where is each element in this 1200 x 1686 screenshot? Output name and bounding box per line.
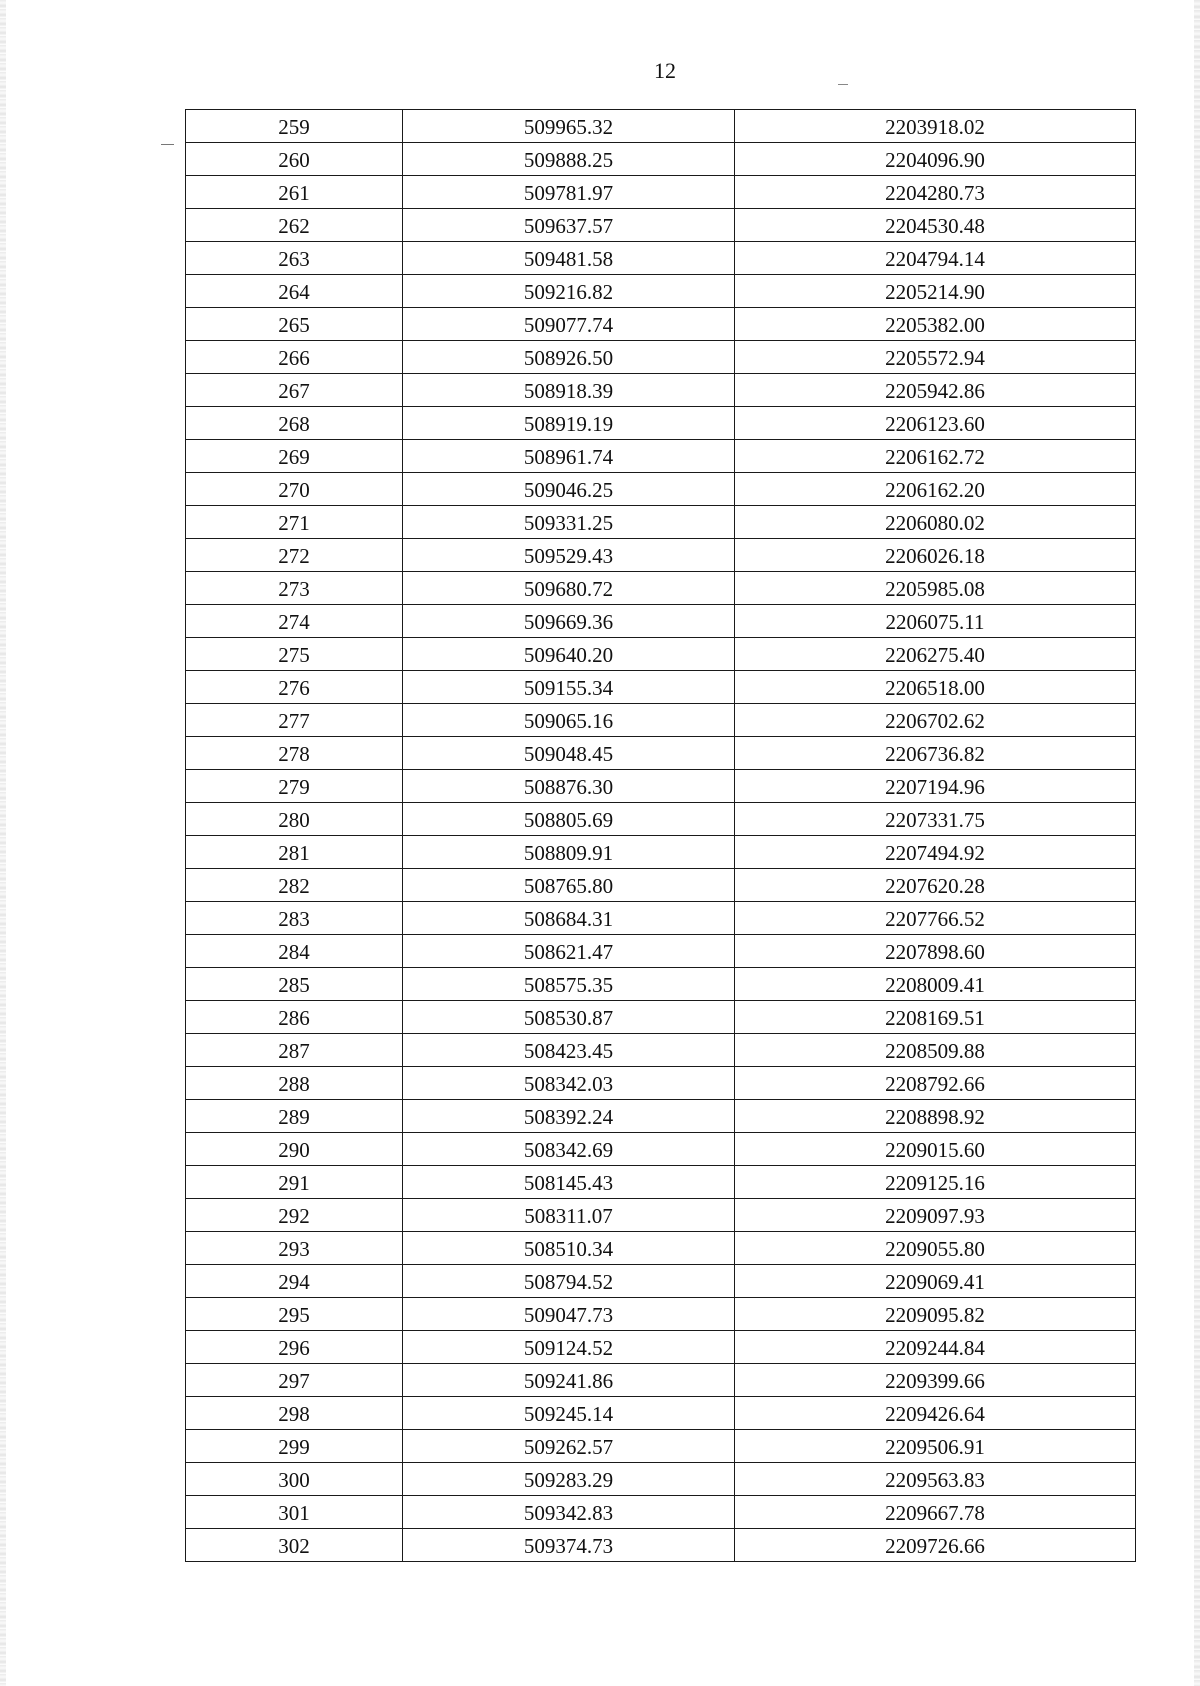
table-row — [186, 209, 1136, 242]
y-coordinate-cell: 2209244.84 — [735, 1331, 1136, 1364]
y-coordinate-cell: 2209095.82 — [735, 1298, 1136, 1331]
x-coordinate-cell: 509965.32 — [403, 110, 735, 143]
point-number-cell: 271 — [186, 506, 403, 539]
scan-artifact-mark — [161, 144, 174, 145]
coordinate-table-body — [186, 110, 1136, 1562]
x-coordinate-cell: 508919.19 — [403, 407, 735, 440]
x-coordinate-cell: 508809.91 — [403, 836, 735, 869]
point-number-cell: 288 — [186, 1067, 403, 1100]
x-coordinate-cell: 509077.74 — [403, 308, 735, 341]
point-number-cell: 292 — [186, 1199, 403, 1232]
point-number-cell: 263 — [186, 242, 403, 275]
point-number-cell: 282 — [186, 869, 403, 902]
y-coordinate-cell: 2209506.91 — [735, 1430, 1136, 1463]
point-number-cell: 272 — [186, 539, 403, 572]
y-coordinate-cell: 2209667.78 — [735, 1496, 1136, 1529]
point-number-cell: 278 — [186, 737, 403, 770]
point-number-cell: 298 — [186, 1397, 403, 1430]
table-row — [186, 1298, 1136, 1331]
point-number-cell: 296 — [186, 1331, 403, 1364]
table-row — [186, 110, 1136, 143]
x-coordinate-cell: 509888.25 — [403, 143, 735, 176]
table-row — [186, 1331, 1136, 1364]
table-row — [186, 1166, 1136, 1199]
y-coordinate-cell: 2206026.18 — [735, 539, 1136, 572]
y-coordinate-cell: 2207194.96 — [735, 770, 1136, 803]
point-number-cell: 270 — [186, 473, 403, 506]
y-coordinate-cell: 2209726.66 — [735, 1529, 1136, 1562]
table-row — [186, 968, 1136, 1001]
x-coordinate-cell: 508765.80 — [403, 869, 735, 902]
x-coordinate-cell: 509640.20 — [403, 638, 735, 671]
table-row — [186, 1430, 1136, 1463]
point-number-cell: 260 — [186, 143, 403, 176]
x-coordinate-cell: 509046.25 — [403, 473, 735, 506]
x-coordinate-cell: 508621.47 — [403, 935, 735, 968]
point-number-cell: 265 — [186, 308, 403, 341]
x-coordinate-cell: 509216.82 — [403, 275, 735, 308]
x-coordinate-cell: 509374.73 — [403, 1529, 735, 1562]
x-coordinate-cell: 509048.45 — [403, 737, 735, 770]
y-coordinate-cell: 2204096.90 — [735, 143, 1136, 176]
point-number-cell: 286 — [186, 1001, 403, 1034]
table-row — [186, 869, 1136, 902]
y-coordinate-cell: 2209015.60 — [735, 1133, 1136, 1166]
table-row — [186, 638, 1136, 671]
table-row — [186, 275, 1136, 308]
x-coordinate-cell: 509680.72 — [403, 572, 735, 605]
point-number-cell: 291 — [186, 1166, 403, 1199]
point-number-cell: 261 — [186, 176, 403, 209]
y-coordinate-cell: 2203918.02 — [735, 110, 1136, 143]
point-number-cell: 266 — [186, 341, 403, 374]
point-number-cell: 299 — [186, 1430, 403, 1463]
table-row — [186, 1496, 1136, 1529]
y-coordinate-cell: 2208792.66 — [735, 1067, 1136, 1100]
x-coordinate-cell: 508961.74 — [403, 440, 735, 473]
x-coordinate-cell: 508926.50 — [403, 341, 735, 374]
point-number-cell: 281 — [186, 836, 403, 869]
table-row — [186, 704, 1136, 737]
table-row — [186, 1199, 1136, 1232]
y-coordinate-cell: 2206162.72 — [735, 440, 1136, 473]
y-coordinate-cell: 2208009.41 — [735, 968, 1136, 1001]
x-coordinate-cell: 509283.29 — [403, 1463, 735, 1496]
table-row — [186, 506, 1136, 539]
y-coordinate-cell: 2206080.02 — [735, 506, 1136, 539]
y-coordinate-cell: 2209426.64 — [735, 1397, 1136, 1430]
y-coordinate-cell: 2204794.14 — [735, 242, 1136, 275]
point-number-cell: 268 — [186, 407, 403, 440]
table-row — [186, 308, 1136, 341]
table-row — [186, 1067, 1136, 1100]
x-coordinate-cell: 509529.43 — [403, 539, 735, 572]
y-coordinate-cell: 2205942.86 — [735, 374, 1136, 407]
table-row — [186, 1529, 1136, 1562]
x-coordinate-cell: 508342.03 — [403, 1067, 735, 1100]
point-number-cell: 293 — [186, 1232, 403, 1265]
point-number-cell: 301 — [186, 1496, 403, 1529]
y-coordinate-cell: 2206518.00 — [735, 671, 1136, 704]
point-number-cell: 285 — [186, 968, 403, 1001]
point-number-cell: 280 — [186, 803, 403, 836]
y-coordinate-cell: 2206123.60 — [735, 407, 1136, 440]
x-coordinate-cell: 508530.87 — [403, 1001, 735, 1034]
x-coordinate-cell: 508918.39 — [403, 374, 735, 407]
table-row — [186, 1397, 1136, 1430]
y-coordinate-cell: 2206736.82 — [735, 737, 1136, 770]
x-coordinate-cell: 508876.30 — [403, 770, 735, 803]
x-coordinate-cell: 509047.73 — [403, 1298, 735, 1331]
scan-edge-left — [0, 0, 6, 1686]
point-number-cell: 300 — [186, 1463, 403, 1496]
point-number-cell: 273 — [186, 572, 403, 605]
table-row — [186, 803, 1136, 836]
table-row — [186, 242, 1136, 275]
x-coordinate-cell: 509241.86 — [403, 1364, 735, 1397]
table-row — [186, 836, 1136, 869]
x-coordinate-cell: 508794.52 — [403, 1265, 735, 1298]
table-row — [186, 176, 1136, 209]
x-coordinate-cell: 509262.57 — [403, 1430, 735, 1463]
point-number-cell: 284 — [186, 935, 403, 968]
y-coordinate-cell: 2209399.66 — [735, 1364, 1136, 1397]
table-row — [186, 1232, 1136, 1265]
x-coordinate-cell: 509155.34 — [403, 671, 735, 704]
point-number-cell: 283 — [186, 902, 403, 935]
scan-artifact-mark — [838, 84, 848, 85]
x-coordinate-cell: 509245.14 — [403, 1397, 735, 1430]
point-number-cell: 267 — [186, 374, 403, 407]
x-coordinate-cell: 509637.57 — [403, 209, 735, 242]
table-row — [186, 902, 1136, 935]
x-coordinate-cell: 509342.83 — [403, 1496, 735, 1529]
table-row — [186, 605, 1136, 638]
point-number-cell: 269 — [186, 440, 403, 473]
table-row — [186, 1133, 1136, 1166]
point-number-cell: 294 — [186, 1265, 403, 1298]
point-number-cell: 289 — [186, 1100, 403, 1133]
table-row — [186, 1364, 1136, 1397]
table-row — [186, 1034, 1136, 1067]
table-row — [186, 770, 1136, 803]
y-coordinate-cell: 2209055.80 — [735, 1232, 1136, 1265]
x-coordinate-cell: 508311.07 — [403, 1199, 735, 1232]
y-coordinate-cell: 2206702.62 — [735, 704, 1136, 737]
x-coordinate-cell: 508805.69 — [403, 803, 735, 836]
y-coordinate-cell: 2205985.08 — [735, 572, 1136, 605]
point-number-cell: 259 — [186, 110, 403, 143]
table-row — [186, 440, 1136, 473]
y-coordinate-cell: 2207331.75 — [735, 803, 1136, 836]
coordinate-table — [185, 109, 1136, 1562]
y-coordinate-cell: 2206162.20 — [735, 473, 1136, 506]
x-coordinate-cell: 508575.35 — [403, 968, 735, 1001]
y-coordinate-cell: 2204280.73 — [735, 176, 1136, 209]
x-coordinate-cell: 508392.24 — [403, 1100, 735, 1133]
y-coordinate-cell: 2205214.90 — [735, 275, 1136, 308]
page-number: 12 — [654, 58, 676, 83]
y-coordinate-cell: 2209563.83 — [735, 1463, 1136, 1496]
table-row — [186, 473, 1136, 506]
x-coordinate-cell: 509481.58 — [403, 242, 735, 275]
table-row — [186, 1265, 1136, 1298]
table-row — [186, 1100, 1136, 1133]
scan-edge-right — [1194, 0, 1200, 1686]
table-row — [186, 671, 1136, 704]
table-row — [186, 407, 1136, 440]
point-number-cell: 279 — [186, 770, 403, 803]
y-coordinate-cell: 2207494.92 — [735, 836, 1136, 869]
x-coordinate-cell: 508145.43 — [403, 1166, 735, 1199]
x-coordinate-cell: 509331.25 — [403, 506, 735, 539]
table-row — [186, 374, 1136, 407]
y-coordinate-cell: 2209125.16 — [735, 1166, 1136, 1199]
point-number-cell: 277 — [186, 704, 403, 737]
table-row — [186, 572, 1136, 605]
table-row — [186, 143, 1136, 176]
y-coordinate-cell: 2205572.94 — [735, 341, 1136, 374]
point-number-cell: 275 — [186, 638, 403, 671]
point-number-cell: 297 — [186, 1364, 403, 1397]
y-coordinate-cell: 2205382.00 — [735, 308, 1136, 341]
table-row — [186, 737, 1136, 770]
point-number-cell: 290 — [186, 1133, 403, 1166]
y-coordinate-cell: 2209069.41 — [735, 1265, 1136, 1298]
x-coordinate-cell: 508510.34 — [403, 1232, 735, 1265]
table-row — [186, 935, 1136, 968]
y-coordinate-cell: 2208509.88 — [735, 1034, 1136, 1067]
y-coordinate-cell: 2207898.60 — [735, 935, 1136, 968]
table-row — [186, 341, 1136, 374]
y-coordinate-cell: 2206075.11 — [735, 605, 1136, 638]
x-coordinate-cell: 509781.97 — [403, 176, 735, 209]
y-coordinate-cell: 2204530.48 — [735, 209, 1136, 242]
x-coordinate-cell: 509124.52 — [403, 1331, 735, 1364]
point-number-cell: 264 — [186, 275, 403, 308]
table-row — [186, 1463, 1136, 1496]
x-coordinate-cell: 509065.16 — [403, 704, 735, 737]
x-coordinate-cell: 509669.36 — [403, 605, 735, 638]
point-number-cell: 302 — [186, 1529, 403, 1562]
point-number-cell: 287 — [186, 1034, 403, 1067]
point-number-cell: 295 — [186, 1298, 403, 1331]
y-coordinate-cell: 2208898.92 — [735, 1100, 1136, 1133]
y-coordinate-cell: 2207766.52 — [735, 902, 1136, 935]
table-row — [186, 1001, 1136, 1034]
y-coordinate-cell: 2206275.40 — [735, 638, 1136, 671]
y-coordinate-cell: 2209097.93 — [735, 1199, 1136, 1232]
point-number-cell: 274 — [186, 605, 403, 638]
table-row — [186, 539, 1136, 572]
y-coordinate-cell: 2207620.28 — [735, 869, 1136, 902]
point-number-cell: 262 — [186, 209, 403, 242]
x-coordinate-cell: 508423.45 — [403, 1034, 735, 1067]
y-coordinate-cell: 2208169.51 — [735, 1001, 1136, 1034]
x-coordinate-cell: 508342.69 — [403, 1133, 735, 1166]
point-number-cell: 276 — [186, 671, 403, 704]
x-coordinate-cell: 508684.31 — [403, 902, 735, 935]
